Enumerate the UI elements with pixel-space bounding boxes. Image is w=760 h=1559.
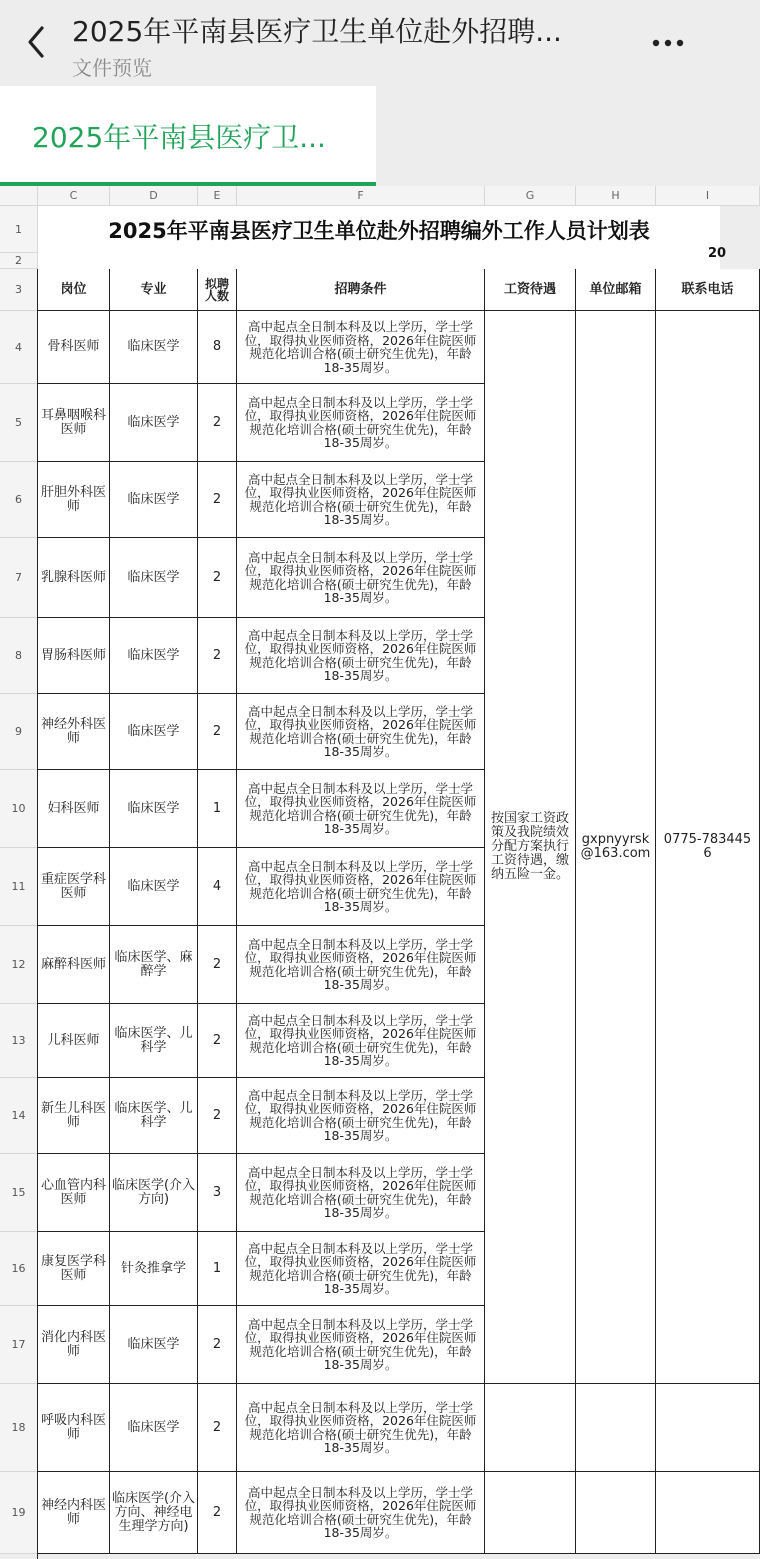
conditions-cell: 高中起点全日制本科及以上学历，学士学位，取得执业医师资格，2026年住院医师规范化培训合格(硕士研究生优先)，年龄18-35周岁。 xyxy=(237,1004,485,1078)
table-left-border xyxy=(37,269,38,1559)
position-cell: 新生儿科医师 xyxy=(38,1078,110,1154)
major-cell: 临床医学、儿科学 xyxy=(110,1078,198,1154)
column-header[interactable]: F xyxy=(237,186,485,206)
row-header[interactable]: 17 xyxy=(0,1306,38,1384)
email-cell xyxy=(576,1472,656,1554)
conditions-cell: 高中起点全日制本科及以上学历，学士学位，取得执业医师资格，2026年住院医师规范化培训合格(硕士研究生优先)，年龄18-35周岁。 xyxy=(237,311,485,384)
conditions-cell: 高中起点全日制本科及以上学历，学士学位，取得执业医师资格，2026年住院医师规范化培训合格(硕士研究生优先)，年龄18-35周岁。 xyxy=(237,1078,485,1154)
major-cell: 针灸推拿学 xyxy=(110,1232,198,1306)
header-cell-major: 专业 xyxy=(110,269,198,311)
count-cell: 3 xyxy=(198,1154,237,1232)
row-header[interactable]: 18 xyxy=(0,1384,38,1472)
count-cell: 2 xyxy=(198,618,237,694)
position-cell: 呼吸内科医师 xyxy=(38,1384,110,1472)
phone-cell xyxy=(656,1384,760,1472)
sheet-tab[interactable] xyxy=(0,86,376,182)
row-header[interactable]: 10 xyxy=(0,770,38,848)
count-cell: 2 xyxy=(198,1306,237,1384)
major-cell: 临床医学 xyxy=(110,848,198,926)
position-cell: 重症医学科医师 xyxy=(38,848,110,926)
major-cell: 临床医学 xyxy=(110,538,198,618)
column-header[interactable]: C xyxy=(38,186,110,206)
header-cell-email: 单位邮箱 xyxy=(576,269,656,311)
conditions-cell: 高中起点全日制本科及以上学历，学士学位，取得执业医师资格，2026年住院医师规范化培训合格(硕士研究生优先)，年龄18-35周岁。 xyxy=(237,384,485,462)
conditions-cell: 高中起点全日制本科及以上学历，学士学位，取得执业医师资格，2026年住院医师规范化培训合格(硕士研究生优先)，年龄18-35周岁。 xyxy=(237,538,485,618)
conditions-cell: 高中起点全日制本科及以上学历，学士学位，取得执业医师资格，2026年住院医师规范化培训合格(硕士研究生优先)，年龄18-35周岁。 xyxy=(237,926,485,1004)
position-cell: 耳鼻咽喉科医师 xyxy=(38,384,110,462)
column-header[interactable]: I xyxy=(656,186,760,206)
major-cell: 临床医学 xyxy=(110,770,198,848)
count-cell: 1 xyxy=(198,770,237,848)
row-header[interactable]: 8 xyxy=(0,618,38,694)
conditions-cell: 高中起点全日制本科及以上学历，学士学位，取得执业医师资格，2026年住院医师规范化培训合格(硕士研究生优先)，年龄18-35周岁。 xyxy=(237,1306,485,1384)
position-cell: 心血管内科医师 xyxy=(38,1154,110,1232)
salary-merged-cell: 按国家工资政策及我院绩效分配方案执行工资待遇，缴纳五险一金。 xyxy=(485,311,576,1384)
row-header[interactable]: 13 xyxy=(0,1004,38,1078)
count-cell: 2 xyxy=(198,1384,237,1472)
row-header[interactable]: 11 xyxy=(0,848,38,926)
conditions-cell: 高中起点全日制本科及以上学历，学士学位，取得执业医师资格，2026年住院医师规范化培训合格(硕士研究生优先)，年龄18-35周岁。 xyxy=(237,848,485,926)
header-cell-conditions: 招聘条件 xyxy=(237,269,485,311)
file-title: 2025年平南县医疗卫生单位赴外招聘... xyxy=(72,15,562,48)
email-cell xyxy=(576,1384,656,1472)
row-header[interactable]: 2 xyxy=(0,253,38,269)
sheet-tab-bar xyxy=(0,86,720,186)
header-cell-salary: 工资待遇 xyxy=(485,269,576,311)
count-cell: 8 xyxy=(198,311,237,384)
count-cell: 2 xyxy=(198,538,237,618)
position-cell: 神经内科医师 xyxy=(38,1472,110,1554)
conditions-cell: 高中起点全日制本科及以上学历，学士学位，取得执业医师资格，2026年住院医师规范化培训合格(硕士研究生优先)，年龄18-35周岁。 xyxy=(237,1384,485,1472)
row-header[interactable]: 4 xyxy=(0,311,38,384)
count-cell: 2 xyxy=(198,1004,237,1078)
row-header[interactable]: 6 xyxy=(0,462,38,538)
more-options-icon[interactable] xyxy=(648,28,688,58)
row-header[interactable]: 3 xyxy=(0,269,38,311)
phone-merged-cell: 0775-7834456 xyxy=(656,311,760,1384)
major-cell: 临床医学 xyxy=(110,694,198,770)
major-cell: 临床医学(介入方向) xyxy=(110,1154,198,1232)
conditions-cell: 高中起点全日制本科及以上学历，学士学位，取得执业医师资格，2026年住院医师规范化培训合格(硕士研究生优先)，年龄18-35周岁。 xyxy=(237,1232,485,1306)
column-header[interactable]: G xyxy=(485,186,576,206)
position-cell: 胃肠科医师 xyxy=(38,618,110,694)
conditions-cell: 高中起点全日制本科及以上学历，学士学位，取得执业医师资格，2026年住院医师规范化培训合格(硕士研究生优先)，年龄18-35周岁。 xyxy=(237,770,485,848)
column-header[interactable]: E xyxy=(198,186,237,206)
count-cell: 2 xyxy=(198,462,237,538)
email-merged-cell: gxpnyyrsk@163.com xyxy=(576,311,656,1384)
major-cell: 临床医学 xyxy=(110,462,198,538)
grid-corner xyxy=(0,186,38,206)
count-cell: 2 xyxy=(198,694,237,770)
conditions-cell: 高中起点全日制本科及以上学历，学士学位，取得执业医师资格，2026年住院医师规范化培训合格(硕士研究生优先)，年龄18-35周岁。 xyxy=(237,618,485,694)
major-cell: 临床医学、麻醉学 xyxy=(110,926,198,1004)
major-cell: 临床医学、儿科学 xyxy=(110,1004,198,1078)
sheet-row-2 xyxy=(38,253,720,270)
header-cell-count: 拟聘人数 xyxy=(198,269,237,311)
salary-cell xyxy=(485,1384,576,1472)
position-cell: 乳腺科医师 xyxy=(38,538,110,618)
row-header[interactable]: 7 xyxy=(0,538,38,618)
major-cell: 临床医学 xyxy=(110,1306,198,1384)
row-header[interactable]: 15 xyxy=(0,1154,38,1232)
position-cell: 儿科医师 xyxy=(38,1004,110,1078)
major-cell: 临床医学 xyxy=(110,311,198,384)
major-cell: 临床医学 xyxy=(110,618,198,694)
position-cell: 肝胆外科医师 xyxy=(38,462,110,538)
salary-cell xyxy=(485,1472,576,1554)
count-cell: 2 xyxy=(198,1078,237,1154)
row-header[interactable]: 12 xyxy=(0,926,38,1004)
phone-cell xyxy=(656,1472,760,1554)
file-subtitle: 文件预览 xyxy=(72,56,152,80)
column-header[interactable]: H xyxy=(576,186,656,206)
row-header[interactable]: 14 xyxy=(0,1078,38,1154)
sheet-title: 2025年平南县医疗卫生单位赴外招聘编外工作人员计划表 xyxy=(38,206,720,254)
header-cell-position: 岗位 xyxy=(38,269,110,311)
major-cell: 临床医学 xyxy=(110,384,198,462)
conditions-cell: 高中起点全日制本科及以上学历，学士学位，取得执业医师资格，2026年住院医师规范化培训合格(硕士研究生优先)，年龄18-35周岁。 xyxy=(237,1472,485,1554)
row-header[interactable]: 5 xyxy=(0,384,38,462)
count-cell: 2 xyxy=(198,926,237,1004)
header-cell-phone: 联系电话 xyxy=(656,269,760,311)
conditions-cell: 高中起点全日制本科及以上学历，学士学位，取得执业医师资格，2026年住院医师规范化培训合格(硕士研究生优先)，年龄18-35周岁。 xyxy=(237,694,485,770)
top-bar xyxy=(0,0,720,86)
position-cell: 骨科医师 xyxy=(38,311,110,384)
back-arrow-icon[interactable] xyxy=(22,22,52,62)
position-cell: 神经外科医师 xyxy=(38,694,110,770)
row-header[interactable]: 9 xyxy=(0,694,38,770)
position-cell: 消化内科医师 xyxy=(38,1306,110,1384)
count-cell: 2 xyxy=(198,384,237,462)
count-cell: 1 xyxy=(198,1232,237,1306)
major-cell: 临床医学(介入方向、神经电生理学方向) xyxy=(110,1472,198,1554)
row-header[interactable]: 16 xyxy=(0,1232,38,1306)
row-header[interactable]: 1 xyxy=(0,206,38,253)
conditions-cell: 高中起点全日制本科及以上学历，学士学位，取得执业医师资格，2026年住院医师规范化培训合格(硕士研究生优先)，年龄18-35周岁。 xyxy=(237,1154,485,1232)
column-header[interactable]: D xyxy=(110,186,198,206)
sheet-tab-label: 2025年平南县医疗卫... xyxy=(32,121,326,154)
count-cell: 2 xyxy=(198,1472,237,1554)
conditions-cell: 高中起点全日制本科及以上学历，学士学位，取得执业医师资格，2026年住院医师规范化培训合格(硕士研究生优先)，年龄18-35周岁。 xyxy=(237,462,485,538)
position-cell: 麻醉科医师 xyxy=(38,926,110,1004)
spreadsheet-grid[interactable] xyxy=(0,186,752,1540)
position-cell: 妇科医师 xyxy=(38,770,110,848)
position-cell: 康复医学科医师 xyxy=(38,1232,110,1306)
row-2-text: 20 xyxy=(708,246,727,261)
row-header[interactable]: 19 xyxy=(0,1472,38,1554)
major-cell: 临床医学 xyxy=(110,1384,198,1472)
count-cell: 4 xyxy=(198,848,237,926)
